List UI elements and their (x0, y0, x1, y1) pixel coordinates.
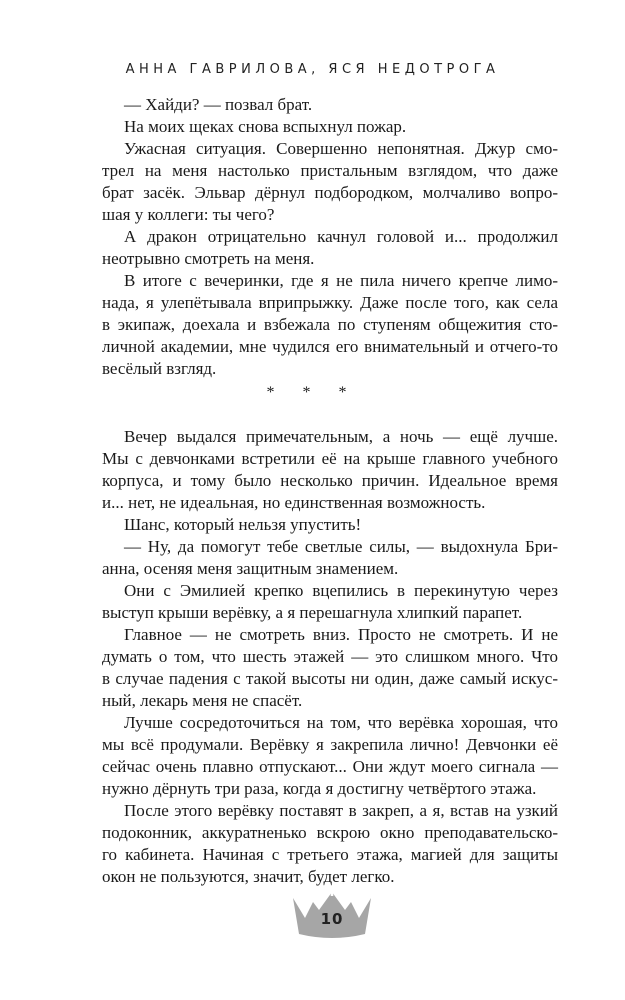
text-line: в экипаж, доехала и взбежала по ступеням общежития сто- (102, 315, 558, 334)
section-separator: * * * (266, 384, 359, 401)
text-line: окон не пользуются, значит, будет легко. (102, 867, 395, 886)
text-line: брат засёк. Эльвар дёрнул подбородком, молчаливо вопро- (102, 183, 558, 202)
running-header: АННА ГАВРИЛОВА, ЯСЯ НЕДОТРОГА (125, 62, 500, 77)
text-line: ный, лекарь меня не спасёт. (102, 691, 303, 710)
page-number: 10 (320, 910, 344, 928)
text-line: в случае падения с такой высоты ни один, даже самый искус- (102, 669, 558, 688)
text-line: весёлый взгляд. (102, 359, 217, 378)
text-line: Лучше сосредоточиться на том, что верёвка хорошая, что (124, 713, 558, 732)
text-line: личной академии, мне чудился его внимательный и отчего-то (102, 337, 558, 356)
text-line: Вечер выдался примечательным, а ночь — ещё лучше. (124, 427, 558, 446)
text-line: В итоге с вечеринки, где я не пила ничего крепче лимо- (124, 271, 558, 290)
text-line: шая у коллеги: ты чего? (102, 205, 275, 224)
text-line: анна, осеняя меня защитным знамением. (102, 559, 399, 578)
text-line: подоконник, аккуратненько вскрою окно преподавательско- (102, 823, 558, 842)
text-line: неотрывно смотреть на меня. (102, 249, 315, 268)
text-section-2 (102, 426, 558, 888)
text-line: мы всё продумали. Верёвку я закрепила лично! Девчонки её (102, 735, 558, 754)
text-line: После этого верёвку поставят в закреп, а я, встав на узкий (124, 801, 558, 820)
text-line: Они с Эмилией крепко вцепились в перекинутую через (124, 581, 558, 600)
text-line: корпуса, и тому было несколько причин. Идеальное время (102, 471, 558, 490)
text-line: сейчас очень плавно отпускают... Они ждут моего сигнала — (102, 757, 558, 776)
text-line: Шанс, который нельзя упустить! (124, 515, 362, 534)
text-line: На моих щеках снова вспыхнул пожар. (124, 117, 407, 136)
text-line: — Хайди? — позвал брат. (124, 95, 313, 114)
text-line: нада, я улепётывала вприпрыжку. Даже после того, как села (102, 293, 558, 312)
text-section-1 (102, 94, 558, 380)
text-line: Главное — не смотреть вниз. Просто не смотреть. И не (124, 625, 558, 644)
text-line: выступ крыши верёвку, а я перешагнула хлипкий парапет. (102, 603, 523, 622)
text-line: Мы с девчонками встретили её на крыше главного учебного (102, 449, 558, 468)
text-line: думать о том, что шесть этажей — это слишком много. Что (102, 647, 558, 666)
text-line: нужно дёрнуть три раза, когда я достигну четвёртого этажа. (102, 779, 537, 798)
text-line: Ужасная ситуация. Совершенно непонятная. Джур смо- (124, 139, 558, 158)
text-line: — Ну, да помогут тебе светлые силы, — выдохнула Бри- (124, 537, 558, 556)
text-line: трел на меня настолько пристальным взглядом, что даже (102, 161, 558, 180)
text-line: и... нет, не идеальная, но единственная возможность. (102, 493, 486, 512)
text-line: го кабинета. Начиная с третьего этажа, магией для защиты (102, 845, 558, 864)
text-line: А дракон отрицательно качнул головой и... продолжил (124, 227, 558, 246)
